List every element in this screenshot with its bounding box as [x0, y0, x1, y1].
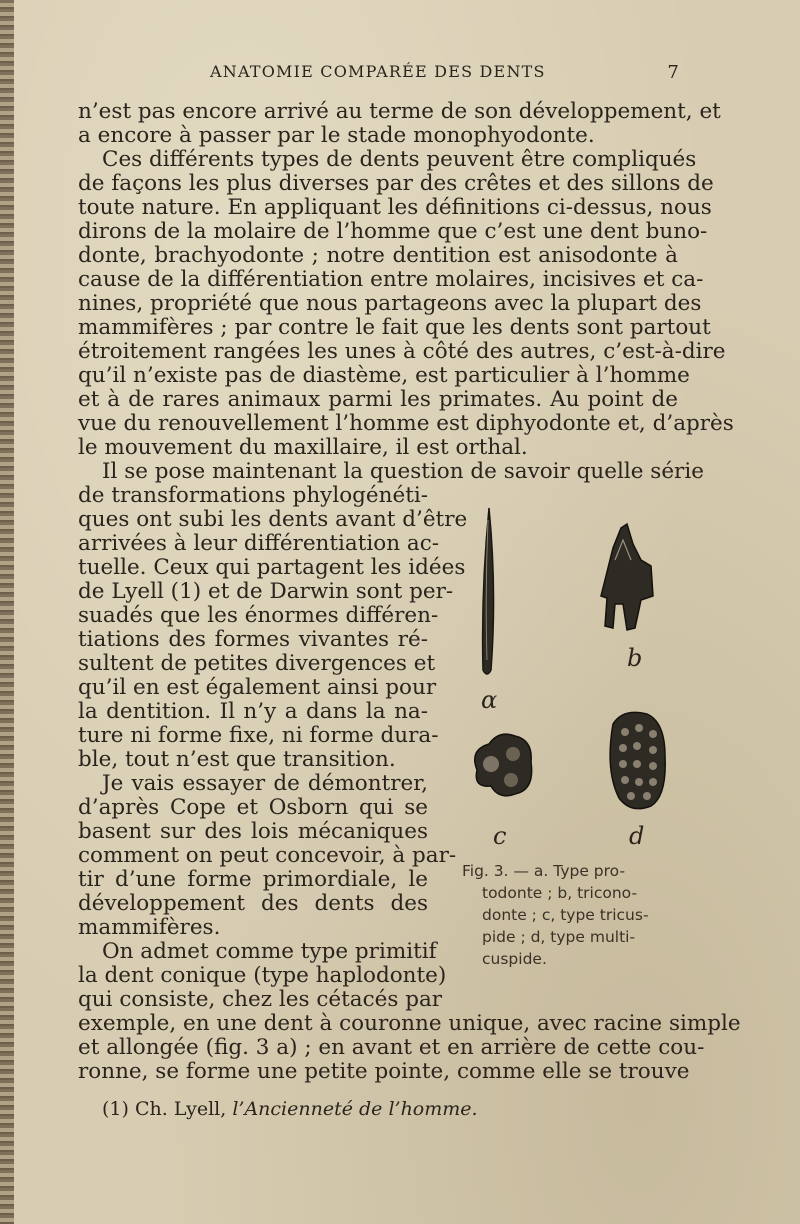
book-binding-edge — [0, 0, 14, 1224]
text-line: la dentition. Il n’y a dans la na- — [78, 699, 428, 724]
text-line: Il se pose maintenant la question de savoir quelle série — [102, 459, 704, 484]
figure-label-d: d — [629, 822, 645, 850]
footnote-work: l’Ancienneté de l’homme. — [232, 1098, 478, 1120]
text-line: de transformations phylogénéti- — [78, 483, 428, 508]
text-line: le mouvement du maxillaire, il est orthal. — [78, 435, 528, 460]
figure-caption-line: donte ; c, type tricus- — [482, 906, 649, 924]
text-line: comment on peut concevoir, à par- — [78, 843, 457, 868]
text-line: exemple, en une dent à couronne unique, avec racine simple — [78, 1011, 741, 1036]
text-line: mammifères ; par contre le fait que les dents sont partout — [78, 315, 711, 340]
text-line: sultent de petites divergences et — [78, 651, 436, 676]
text-line: ble, tout n’est que transition. — [78, 747, 396, 772]
text-line: cause de la différentiation entre molaires, incisives et ca- — [78, 267, 704, 292]
text-line: ronne, se forme une petite pointe, comme elle se trouve — [78, 1059, 690, 1084]
tooth-b-triconodont — [601, 524, 653, 630]
footnote-number: (1) — [102, 1098, 129, 1120]
text-line: Ces différents types de dents peuvent être compliqués — [102, 147, 697, 172]
text-line: mammifères. — [78, 915, 221, 940]
text-line: de façons les plus diverses par des crêtes et des sillons de — [78, 171, 714, 196]
figure-3-illustration — [455, 500, 685, 870]
text-line: étroitement rangées les unes à côté des autres, c’est-à-dire — [78, 339, 726, 364]
figure-label-c: c — [493, 822, 507, 850]
text-line: qu’il en est également ainsi pour — [78, 675, 437, 700]
tooth-c-tricuspid — [475, 734, 532, 796]
text-line: dirons de la molaire de l’homme que c’est une dent buno- — [78, 219, 708, 244]
text-line: n’est pas encore arrivé au terme de son développement, et — [78, 99, 721, 124]
tooth-d-multicuspid — [610, 712, 665, 808]
text-line: qui consiste, chez les cétacés par — [78, 987, 443, 1012]
running-head — [78, 62, 680, 84]
figure-caption-line: cuspide. — [482, 950, 547, 968]
footnote — [102, 1098, 478, 1120]
text-line: nines, propriété que nous partageons avec la plupart des — [78, 291, 702, 316]
page-number: 7 — [667, 62, 680, 83]
text-line: développement des dents des — [78, 891, 428, 916]
text-line: ture ni forme fixe, ni forme dura- — [78, 723, 439, 748]
running-title: ANATOMIE COMPARÉE DES DENTS — [210, 62, 546, 81]
text-line: a encore à passer par le stade monophyodonte. — [78, 123, 595, 148]
text-line: On admet comme type primitif — [102, 939, 437, 964]
text-line: suadés que les énormes différen- — [78, 603, 439, 628]
figure-3 — [455, 500, 685, 870]
text-line: de Lyell (1) et de Darwin sont per- — [78, 579, 454, 604]
figure-caption-line: pide ; d, type multi- — [482, 928, 636, 946]
footnote-author: Ch. Lyell, — [134, 1098, 227, 1120]
figure-label-b: b — [627, 644, 643, 672]
text-line: arrivées à leur différentiation ac- — [78, 531, 440, 556]
text-line: tuelle. Ceux qui partagent les idées — [78, 555, 466, 580]
text-line: tir d’une forme primordiale, le — [78, 867, 428, 892]
text-line: et à de rares animaux parmi les primates. Au point de — [78, 387, 678, 412]
figure-label-a: α — [481, 686, 498, 714]
text-line: qu’il n’existe pas de diastème, est particulier à l’homme — [78, 363, 690, 388]
text-line: vue du renouvellement l’homme est diphyodonte et, d’après — [78, 411, 734, 436]
figure-caption-line: Fig. 3. — a. Type pro- — [462, 862, 626, 880]
text-line: Je vais essayer de démontrer, — [102, 771, 428, 796]
text-line: toute nature. En appliquant les définitions ci-dessus, nous — [78, 195, 712, 220]
text-line: d’après Cope et Osborn qui se — [78, 795, 428, 820]
figure-caption-line: todonte ; b, tricono- — [482, 884, 638, 902]
tooth-a-protodont — [483, 508, 494, 674]
text-line: basent sur des lois mécaniques — [78, 819, 428, 844]
text-line: la dent conique (type haplodonte) — [78, 963, 447, 988]
text-line: et allongée (fig. 3 a) ; en avant et en arrière de cette cou- — [78, 1035, 705, 1060]
text-line: donte, brachyodonte ; notre dentition est anisodonte à — [78, 243, 678, 268]
text-line: tiations des formes vivantes ré- — [78, 627, 428, 652]
text-line: ques ont subi les dents avant d’être — [78, 507, 468, 532]
